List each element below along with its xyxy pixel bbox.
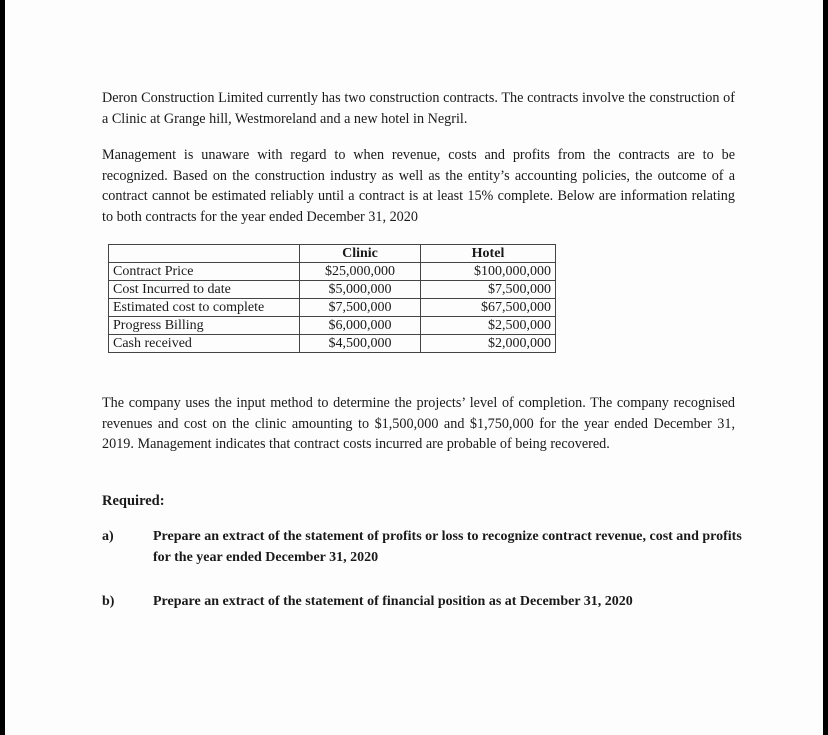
clinic-value: $25,000,000 — [300, 263, 421, 281]
table-row — [109, 335, 556, 353]
table-row — [109, 299, 556, 317]
question-b-letter: b) — [102, 594, 115, 609]
header-blank — [109, 245, 300, 263]
hotel-value: $2,000,000 — [421, 335, 556, 353]
row-label: Cash received — [109, 335, 300, 353]
management-paragraph: Management is unaware with regard to when revenue, costs and profits from the contracts are to be recognized. Based on the construction industry as well as the entity’s accounting policies, the outcome of a contract cannot be estimated reliably until a contract is at least 15% complete. Below are information relating to both contracts for the year ended December 31, 2020 — [102, 147, 735, 225]
table-row — [109, 317, 556, 335]
question-b-text: Prepare an extract of the statement of financial position as at December 31, 2020 — [153, 594, 633, 609]
clinic-value: $7,500,000 — [300, 299, 421, 317]
hotel-value: $100,000,000 — [421, 263, 556, 281]
table-header-row — [109, 245, 556, 263]
header-hotel: Hotel — [421, 245, 556, 263]
row-label: Estimated cost to complete — [109, 299, 300, 317]
row-label: Cost Incurred to date — [109, 281, 300, 299]
clinic-value: $5,000,000 — [300, 281, 421, 299]
table-row — [109, 263, 556, 281]
method-paragraph: The company uses the input method to determine the projects’ level of completion. The company recognised revenues and cost on the clinic amounting to $1,500,000 and $1,750,000 for the year ended December 31, 2019. Management indicates that contract costs incurred are probable of being recovered. — [102, 395, 735, 452]
header-clinic: Clinic — [300, 245, 421, 263]
row-label: Contract Price — [109, 263, 300, 281]
clinic-value: $6,000,000 — [300, 317, 421, 335]
table-row — [109, 281, 556, 299]
contracts-table — [108, 244, 556, 353]
hotel-value: $2,500,000 — [421, 317, 556, 335]
clinic-value: $4,500,000 — [300, 335, 421, 353]
intro-paragraph: Deron Construction Limited currently has two construction contracts. The contracts involve the construction of a Clinic at Grange hill, Westmoreland and a new hotel in Negril. — [102, 90, 735, 127]
document-page — [5, 0, 823, 735]
question-a-letter: a) — [102, 529, 114, 544]
hotel-value: $7,500,000 — [421, 281, 556, 299]
required-heading: Required: — [102, 493, 165, 509]
hotel-value: $67,500,000 — [421, 299, 556, 317]
question-a-text: Prepare an extract of the statement of profits or loss to recognize contract revenue, cost and profits for the year ended December 31, 2020 — [153, 529, 742, 565]
row-label: Progress Billing — [109, 317, 300, 335]
